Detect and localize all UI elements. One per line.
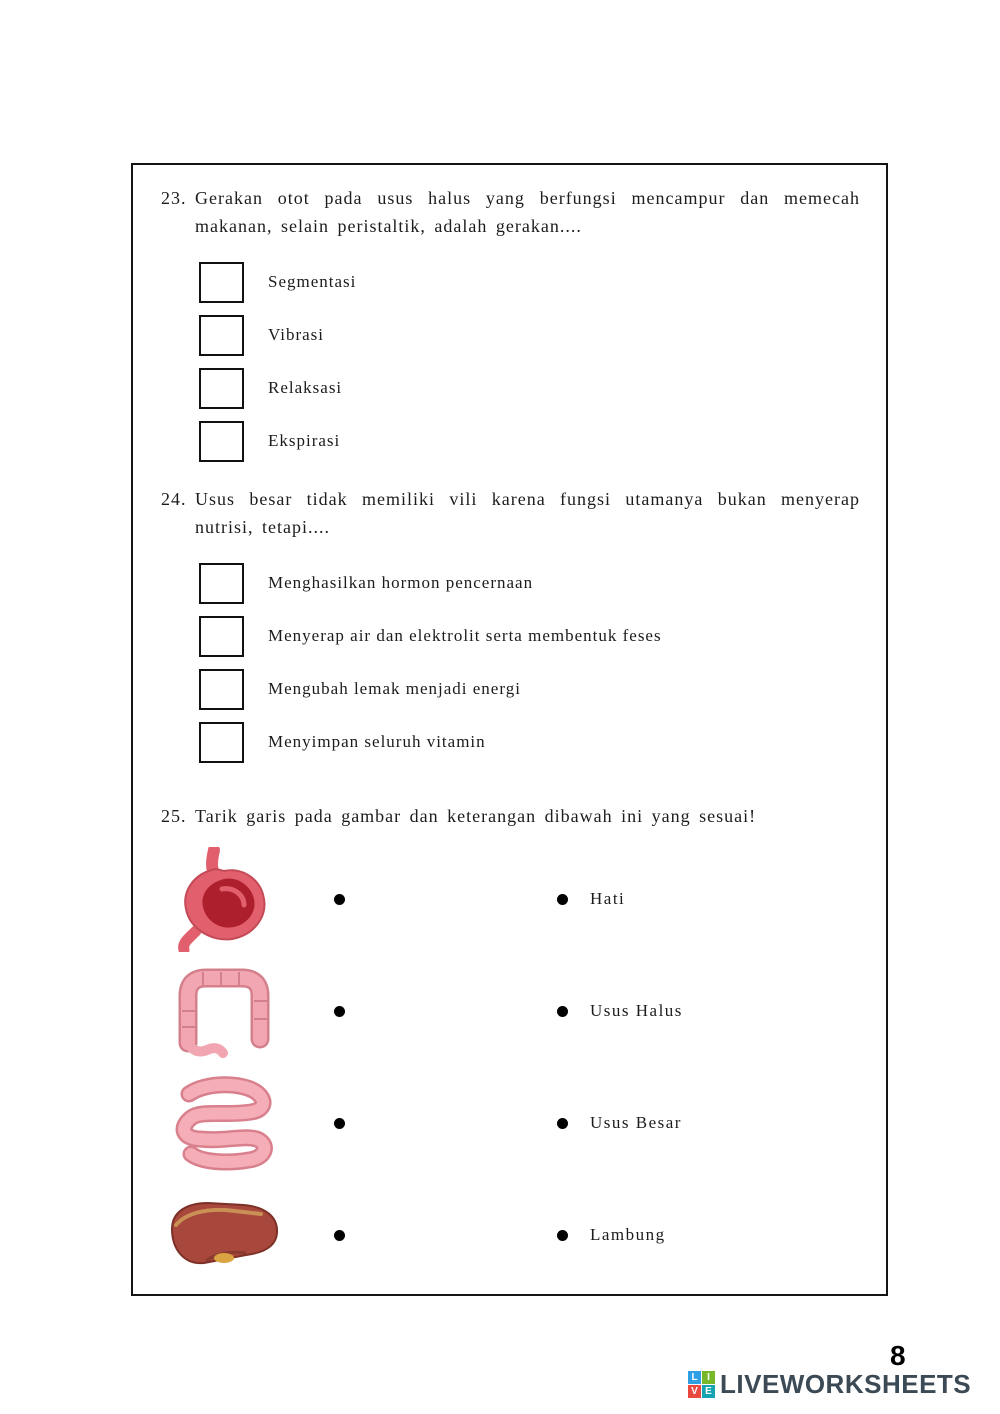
question-number: 24. [161, 488, 187, 509]
answer-checkbox[interactable] [199, 722, 244, 763]
option-label: Ekspirasi [268, 431, 341, 451]
liver-image [161, 1195, 286, 1275]
liver-icon [166, 1195, 281, 1275]
question-number: 25. [161, 805, 187, 826]
question-24 [161, 486, 860, 542]
question-24-options [199, 563, 860, 763]
match-dot-right[interactable] [557, 1118, 568, 1129]
match-dot-left[interactable] [334, 1230, 345, 1241]
match-label: Usus Besar [590, 1113, 682, 1133]
answer-checkbox[interactable] [199, 616, 244, 657]
option-label: Mengubah lemak menjadi energi [268, 679, 521, 699]
answer-checkbox[interactable] [199, 669, 244, 710]
match-dot-left[interactable] [334, 1118, 345, 1129]
answer-checkbox[interactable] [199, 563, 244, 604]
match-row [161, 846, 860, 952]
answer-option [199, 563, 860, 604]
answer-option [199, 616, 860, 657]
answer-option [199, 421, 860, 462]
match-dot-right[interactable] [557, 1006, 568, 1017]
match-label: Hati [590, 889, 626, 909]
match-row [161, 958, 860, 1064]
large-intestine-image [161, 963, 286, 1059]
option-label: Menyimpan seluruh vitamin [268, 732, 486, 752]
question-text: Gerakan otot pada usus halus yang berfungsi mencampur dan memecah makanan, selain peristaltik, adalah gerakan.... [195, 188, 860, 236]
match-label: Lambung [590, 1225, 666, 1245]
answer-option [199, 722, 860, 763]
stomach-icon [174, 847, 274, 952]
match-dot-left[interactable] [334, 1006, 345, 1017]
matching-exercise [161, 846, 860, 1288]
match-row [161, 1182, 860, 1288]
worksheet-frame [131, 163, 888, 1296]
match-dot-right[interactable] [557, 1230, 568, 1241]
match-dot-right[interactable] [557, 894, 568, 905]
logo-tile-v: V [688, 1385, 701, 1398]
logo-tile-l: L [688, 1371, 701, 1384]
answer-option [199, 669, 860, 710]
answer-checkbox[interactable] [199, 315, 244, 356]
logo-tile-e: E [702, 1385, 715, 1398]
answer-option [199, 262, 860, 303]
question-25 [161, 803, 860, 831]
question-number: 23. [161, 188, 187, 208]
option-label: Menghasilkan hormon pencernaan [268, 573, 534, 593]
match-row [161, 1070, 860, 1176]
page-number: 8 [890, 1340, 906, 1371]
stomach-image [161, 847, 286, 952]
brand-name: LIVEWORKSHEETS [720, 1369, 972, 1399]
question-23-options [199, 262, 860, 462]
question-text: Tarik garis pada gambar dan keterangan dibawah ini yang sesuai! [195, 805, 757, 826]
option-label: Vibrasi [268, 325, 325, 345]
logo-tiles-icon [688, 1371, 715, 1398]
answer-checkbox[interactable] [199, 421, 244, 462]
small-intestine-icon [171, 1076, 276, 1171]
large-intestine-icon [173, 963, 275, 1059]
option-label: Segmentasi [268, 272, 357, 292]
answer-checkbox[interactable] [199, 368, 244, 409]
question-text: Usus besar tidak memiliki vili karena fungsi utamanya bukan menyerap nutrisi, tetapi.... [195, 488, 860, 537]
match-dot-left[interactable] [334, 894, 345, 905]
answer-checkbox[interactable] [199, 262, 244, 303]
answer-option [199, 315, 860, 356]
match-label: Usus Halus [590, 1001, 683, 1021]
answer-option [199, 368, 860, 409]
liveworksheets-logo [688, 1369, 971, 1400]
question-23 [161, 185, 860, 241]
small-intestine-image [161, 1076, 286, 1171]
logo-tile-i: I [702, 1371, 715, 1384]
option-label: Menyerap air dan elektrolit serta membentuk feses [268, 626, 662, 646]
option-label: Relaksasi [268, 378, 343, 398]
